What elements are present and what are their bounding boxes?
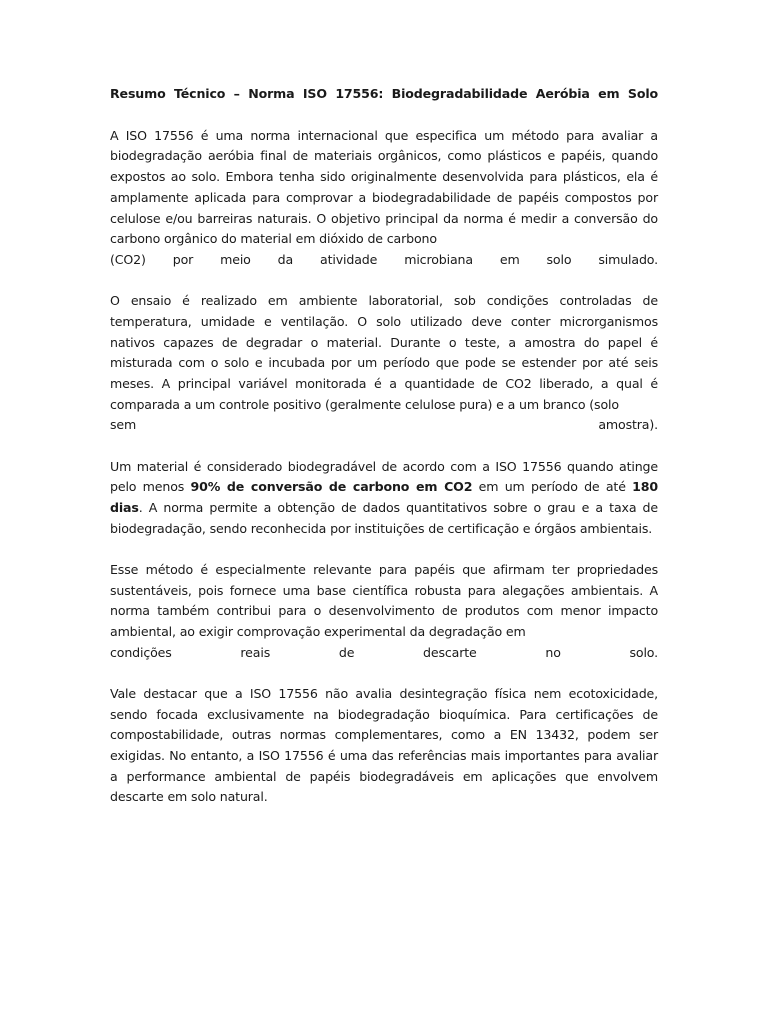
document-page — [110, 84, 658, 829]
paragraph-3-text-e: . A norma permite a obtenção de dados quantitativos sobre o grau e a taxa de biodegradação, sendo reconhecida por instituições de certificação e órgãos ambientais. — [110, 499, 658, 536]
paragraph-2 — [110, 291, 658, 436]
paragraph-2-last-line: sem amostra). — [110, 417, 658, 433]
paragraph-4 — [110, 560, 658, 664]
paragraph-1 — [110, 126, 658, 271]
paragraph-3-text-a: Um material é considerado biodegradável de acordo com a ISO 17556 quando atinge pelo menos — [110, 458, 658, 495]
paragraph-1-last-line: (CO2) por meio da atividade microbiana em solo simulado. — [110, 251, 658, 267]
paragraph-5: Vale destacar que a ISO 17556 não avalia desintegração física nem ecotoxicidade, sendo focada exclusivamente na biodegradação bioquímica. Para certificações de compostabilidade, outras normas complementares, como a EN 13432, podem ser exigidas. No entanto, a ISO 17556 é uma das referências mais importantes para avaliar a performance ambiental de papéis biodegradáveis em aplicações que envolvem descarte em solo natural. — [110, 685, 658, 805]
paragraph-4-last-line: condições reais de descarte no solo. — [110, 644, 658, 660]
paragraph-4-text: Esse método é especialmente relevante para papéis que afirmam ter propriedades sustentáveis, pois fornece uma base científica robusta para alegações ambientais. A norma também contribui para o desenvolvimento de produtos com menor impacto ambiental, ao exigir comprovação experimental da degradação em — [110, 561, 658, 639]
paragraph-3-highlight-days: 180 dias — [110, 479, 658, 515]
paragraph-1-text: A ISO 17556 é uma norma internacional que especifica um método para avaliar a biodegradação aeróbia final de materiais orgânicos, como plásticos e papéis, quando expostos ao solo. Embora tenha sido originalmente desenvolvida para plásticos, ela é amplamente aplicada para comprovar a biodegradabilidade de papéis compostos por celulose e/ou barreiras naturais. O objetivo principal da norma é medir a conversão do carbono orgânico do material em dióxido de carbono — [110, 127, 658, 247]
paragraph-2-text: O ensaio é realizado em ambiente laboratorial, sob condições controladas de temperatura, umidade e ventilação. O solo utilizado deve conter microrganismos nativos capazes de degradar o material. Durante o teste, a amostra do papel é misturada com o solo e incubada por um período que pode se estender por até seis meses. A principal variável monitorada é a quantidade de CO2 liberado, a qual é comparada a um controle positivo (geralmente celulose pura) e a um branco (solo — [110, 293, 658, 412]
paragraph-3-text-c: em um período de até — [472, 479, 633, 495]
paragraph-3 — [110, 457, 658, 540]
document-title: Resumo Técnico – Norma ISO 17556: Biodegradabilidade Aeróbia em Solo — [110, 86, 658, 101]
paragraph-3-highlight-conversion: 90% de conversão de carbono em CO2 — [190, 479, 473, 495]
